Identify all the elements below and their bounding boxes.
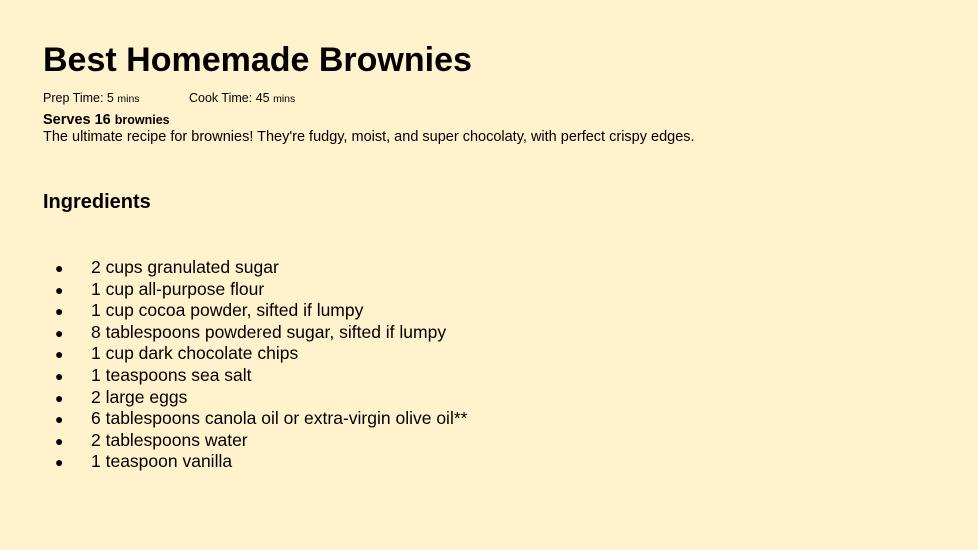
serves-label: Serves 16 [43,112,111,128]
ingredient-text: 1 cup dark chocolate chips [91,343,299,364]
ingredient-item [55,279,467,301]
bullet-icon: ● [55,346,64,363]
serves-unit: brownies [114,113,170,127]
bullet-icon: ● [55,367,64,384]
bullet-icon: ● [55,260,64,276]
ingredient-item [55,387,467,409]
ingredients-list [55,257,467,473]
bullet-icon: ● [55,389,64,406]
cook-time-unit: mins [273,93,296,105]
ingredient-text: 1 cup cocoa powder, sifted if lumpy [91,300,364,321]
ingredient-item [55,322,467,344]
ingredient-item [55,343,467,365]
ingredient-item [55,430,467,452]
prep-time-unit: mins [117,93,140,105]
ingredient-text: 2 cups granulated sugar [91,257,279,277]
bullet-icon: ● [55,324,64,341]
bullet-icon: ● [55,303,64,320]
bullet-icon: ● [55,432,64,449]
bullet-icon: ● [55,454,64,471]
cook-time-value: 45 [255,91,270,105]
ingredient-text: 1 teaspoon vanilla [91,451,233,472]
ingredient-text: 8 tablespoons powdered sugar, sifted if lumpy [91,321,447,342]
recipe-title: Best Homemade Brownies [43,41,472,79]
ingredient-item [55,451,467,473]
ingredient-text: 2 large eggs [91,386,188,407]
ingredient-text: 1 cup all-purpose flour [91,278,265,299]
ingredient-item [55,408,467,430]
cook-time [189,90,295,107]
ingredient-item [55,300,467,322]
prep-time-value: 5 [106,91,114,105]
ingredient-text: 1 teaspoons sea salt [91,364,252,385]
ingredient-text: 6 tablespoons canola oil or extra-virgin olive oil** [91,408,468,429]
ingredient-text: 2 tablespoons water [91,429,248,450]
serves [43,112,170,129]
cook-time-label: Cook Time: [189,91,253,105]
bullet-icon: ● [55,411,64,428]
bullet-icon: ● [55,281,64,298]
prep-time [43,90,140,107]
ingredients-heading: Ingredients [43,191,151,213]
prep-time-label: Prep Time: [43,91,104,105]
ingredient-item [55,365,467,387]
recipe-description: The ultimate recipe for brownies! They're fudgy, moist, and super chocolaty, with perfect crispy edges. [43,129,695,145]
ingredient-item [55,257,467,279]
